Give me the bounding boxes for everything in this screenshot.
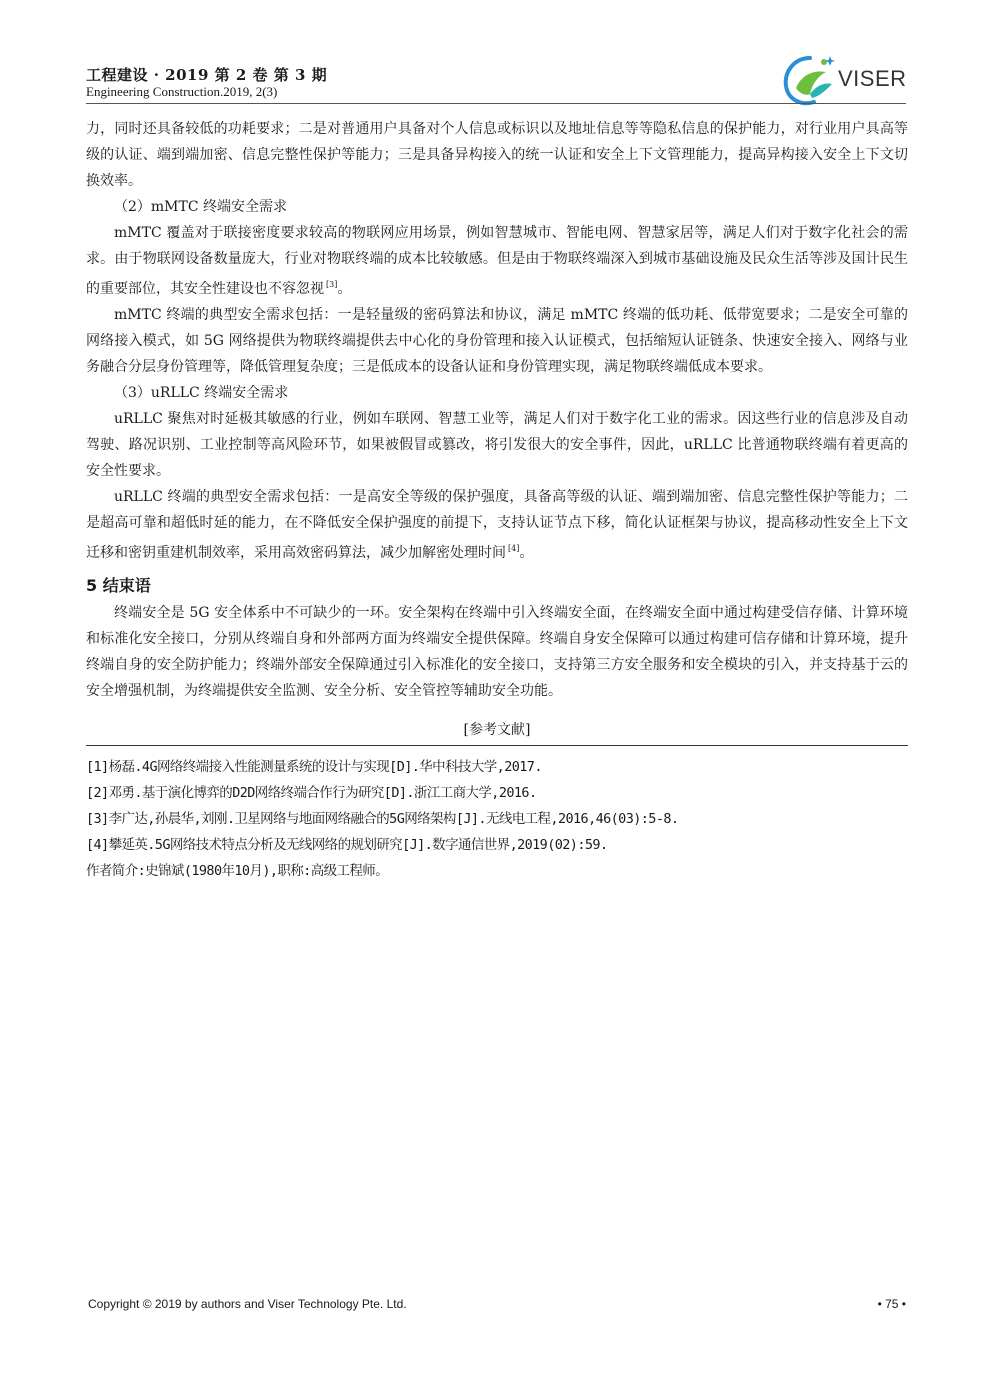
paragraph-end: 。 bbox=[519, 545, 534, 561]
page-number: • 75 • bbox=[877, 1297, 906, 1311]
paragraph: uRLLC 聚焦对时延极其敏感的行业，例如车联网、智慧工业等，满足人们对于数字化工业的需求。因这些行业的信息涉及自动驾驶、路况识别、工业控制等高风险环节，如果被假冒或篡改，将引发很大的安全事件，因此，uRLLC 比普通物联终端有着更高的安全性要求。 bbox=[86, 411, 908, 479]
reference-item: [3]李广达,孙晨华,刘刚.卫星网络与地面网络融合的5G网络架构[J].无线电工程,2016,46(03):5-8. bbox=[86, 811, 679, 827]
viser-logo-text: VISER bbox=[838, 66, 907, 91]
subsection-heading-mmtc: （2）mMTC 终端安全需求 bbox=[114, 199, 288, 215]
copyright-notice: Copyright © 2019 by authors and Viser Technology Pte. Ltd. bbox=[88, 1297, 407, 1311]
paragraph-text: uRLLC 终端的典型安全需求包括：一是高安全等级的保护强度，具备高等级的认证、端到端加密、信息完整性保护等能力；二是超高可靠和超低时延的能力，在不降低安全保护强度的前提下，支持认证节点下移，简化认证框架与协议，提高移动性安全上下文迁移和密钥重建机制效率，采用高效密码算法，减少加解密处理时间 bbox=[86, 489, 908, 561]
journal-title-en: Engineering Construction.2019, 2(3) bbox=[86, 84, 278, 99]
paragraph: mMTC 终端的典型安全需求包括：一是轻量级的密码算法和协议，满足 mMTC 终端的低功耗、低带宽要求；二是安全可靠的网络接入模式，如 5G 网络提供为物联终端提供去中心化的身份管理和接入认证模式，包括缩短认证链条、快速安全接入、网络与业务融合分层身份管理等，降低管理复杂度；三是低成本的设备认证和身份管理实现，满足物联终端低成本要求。 bbox=[86, 307, 908, 375]
paragraph bbox=[86, 484, 908, 566]
reference-item: [1]杨磊.4G网络终端接入性能测量系统的设计与实现[D].华中科技大学,2017. bbox=[86, 759, 542, 775]
subsection-heading-urllc: （3）uRLLC 终端安全需求 bbox=[114, 385, 289, 401]
reference-item: [4]攀延英.5G网络技术特点分析及无线网络的规划研究[J].数字通信世界,2019(02):59. bbox=[86, 837, 608, 853]
citation-ref: [4] bbox=[508, 544, 520, 553]
viser-logo-icon bbox=[780, 50, 840, 110]
references-title: [参考文献] bbox=[463, 722, 531, 738]
journal-title-zh: 工程建设 · 2019 第 2 卷 第 3 期 bbox=[86, 66, 328, 84]
paragraph: 终端安全是 5G 安全体系中不可缺少的一环。安全架构在终端中引入终端安全面，在终端安全面中通过构建受信存储、计算环境和标准化安全接口，分别从终端自身和外部两方面为终端安全提供保障。终端自身安全保障可以通过构建可信存储和计算环境，提升终端自身的安全防护能力；终端外部安全保障通过引入标准化的安全接口，支持第三方安全服务和安全模块的引入，并支持基于云的安全增强机制，为终端提供安全监测、安全分析、安全管控等辅助安全功能。 bbox=[86, 605, 908, 699]
page-header bbox=[86, 62, 906, 112]
viser-logo bbox=[780, 50, 906, 110]
author-bio: 作者简介:史锦斌(1980年10月),职称:高级工程师。 bbox=[86, 863, 389, 879]
paragraph-end: 。 bbox=[337, 281, 352, 297]
paragraph bbox=[86, 220, 908, 302]
paragraph: 力，同时还具备较低的功耗要求；二是对普通用户具备对个人信息或标识以及地址信息等等隐私信息的保护能力，对行业用户具高等级的认证、端到端加密、信息完整性保护等能力；三是具备异构接入的统一认证和安全上下文管理能力，提高异构接入安全上下文切换效率。 bbox=[86, 121, 908, 189]
section-heading-conclusion: 5 结束语 bbox=[86, 576, 151, 595]
article-body bbox=[86, 116, 908, 884]
citation-ref: [3] bbox=[326, 280, 338, 289]
references-divider bbox=[86, 745, 908, 746]
paragraph-text: mMTC 覆盖对于联接密度要求较高的物联网应用场景，例如智慧城市、智能电网、智慧家居等，满足人们对于数字化社会的需求。由于物联网设备数量庞大，行业对物联终端的成本比较敏感。但是由于物联终端深入到城市基础设施及民众生活等涉及国计民生的重要部位，其安全性建设也不容忽视 bbox=[86, 225, 908, 297]
reference-item: [2]邓勇.基于演化博弈的D2D网络终端合作行为研究[D].浙江工商大学,2016. bbox=[86, 785, 537, 801]
header-divider bbox=[86, 103, 906, 104]
